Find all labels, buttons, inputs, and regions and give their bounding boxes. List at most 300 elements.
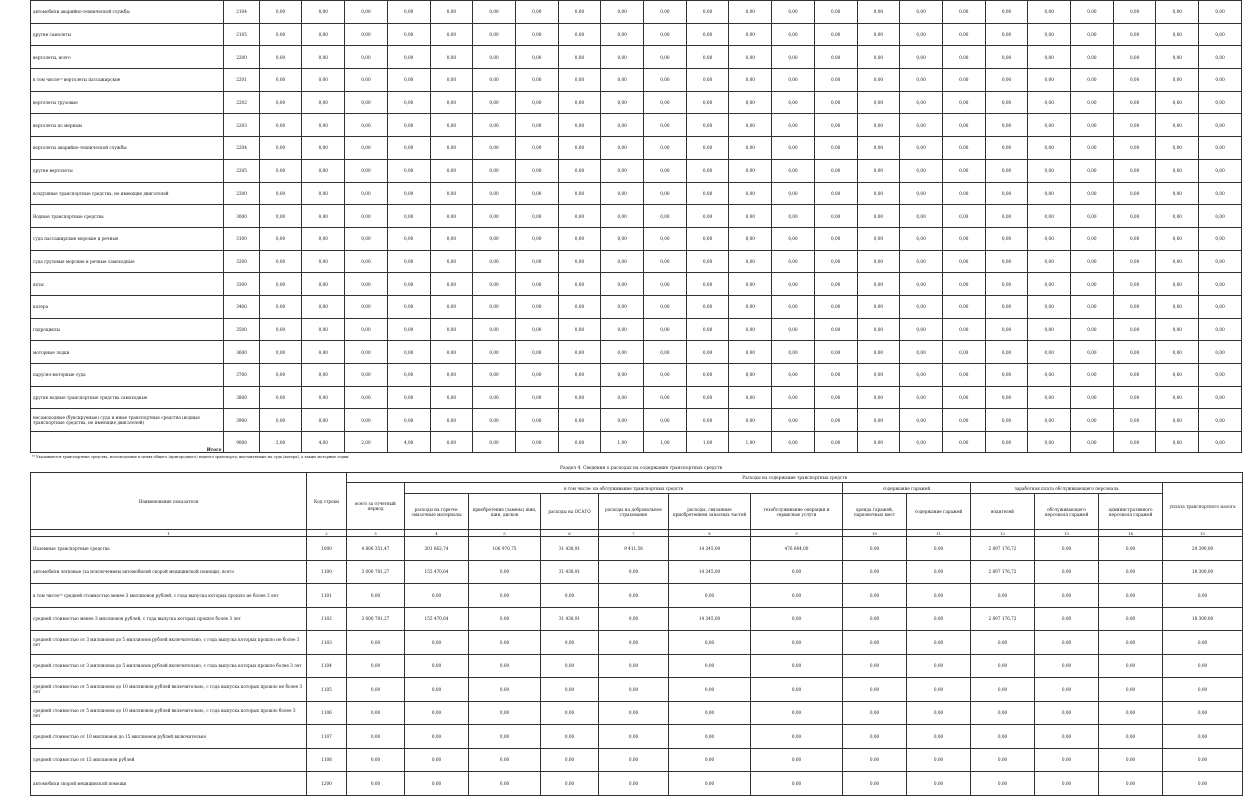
value-cell: 0,00 [942,159,985,182]
value-cell: 0,00 [1199,273,1242,296]
value-cell: 0,00 [387,159,430,182]
value-cell: 0,00 [644,159,687,182]
value-cell: 0,00 [985,386,1028,409]
value-cell: 0,00 [686,386,729,409]
row-code: 1100 [307,560,347,584]
row-code: 3000 [224,205,259,228]
table-row [31,250,1242,273]
value-cell: 0,00 [857,114,900,137]
value-cell: 0,00 [772,318,815,341]
value-cell: 0,00 [907,725,971,749]
table-row [31,701,1243,725]
value-cell: 31 438,91 [541,537,599,561]
value-cell: 0,00 [686,205,729,228]
row-code: 1200 [307,772,347,796]
value-cell: 0,00 [857,318,900,341]
value-cell: 0,00 [1156,364,1199,387]
value-cell: 0,00 [686,23,729,46]
subheader-cell: расходы, связанные приобретением запасных частей [669,494,751,530]
value-cell: 0,00 [345,273,388,296]
value-cell: 0,00 [1199,318,1242,341]
value-cell: 0,00 [558,295,601,318]
value-cell: 0,00 [1028,23,1071,46]
value-cell: 0,00 [1071,23,1114,46]
value-cell: 0,00 [907,748,971,772]
value-cell: 0,00 [772,182,815,205]
value-cell: 0,00 [907,654,971,678]
value-cell: 0,00 [1028,273,1071,296]
value-cell: 0,00 [1199,182,1242,205]
value-cell: 0,00 [259,1,302,24]
value-cell: 0,00 [1163,678,1243,702]
value-cell: 0,00 [644,409,687,432]
value-cell: 0,00 [985,318,1028,341]
value-cell: 0,00 [1028,91,1071,114]
table-row [31,341,1242,364]
value-cell: 0,00 [387,205,430,228]
value-cell: 0,00 [430,295,473,318]
total-value: 2,00 [345,432,388,453]
value-cell: 0,00 [907,584,971,608]
value-cell: 0,00 [644,227,687,250]
value-cell: 0,00 [907,537,971,561]
value-cell: 0,00 [900,409,943,432]
total-value: 4,00 [302,432,345,453]
value-cell: 0,00 [345,205,388,228]
value-cell: 0,00 [772,341,815,364]
value-cell: 0,00 [515,227,558,250]
value-cell: 0,00 [515,295,558,318]
value-cell: 0,00 [430,69,473,92]
value-cell: 0,00 [686,295,729,318]
value-cell: 0,00 [1199,364,1242,387]
total-value: 4,00 [387,432,430,453]
value-cell: 0,00 [814,341,857,364]
total-value: 0,00 [1199,432,1242,453]
vehicles-count-table [30,0,1242,453]
value-cell: 0,00 [558,341,601,364]
value-cell: 0,00 [259,386,302,409]
value-cell: 0,00 [857,69,900,92]
value-cell: 0,00 [1199,46,1242,69]
value-cell: 0,00 [1071,205,1114,228]
value-cell: 0,00 [1199,1,1242,24]
value-cell: 0,00 [1071,386,1114,409]
total-value: 1,00 [686,432,729,453]
value-cell: 0,00 [558,1,601,24]
value-cell: 0,00 [1156,318,1199,341]
value-cell: 0,00 [473,69,516,92]
value-cell: 0,00 [1028,137,1071,160]
table-row [31,537,1243,561]
value-cell: 0,00 [259,273,302,296]
table-row [31,318,1242,341]
value-cell: 0,00 [900,295,943,318]
subheader-cell: обслуживающего персонала гаражей [1035,494,1099,530]
value-cell: 0,00 [942,91,985,114]
value-cell: 0,00 [599,654,669,678]
value-cell: 0,00 [1028,409,1071,432]
row-code: 3100 [224,227,259,250]
value-cell: 0,00 [515,409,558,432]
table-row [31,560,1243,584]
value-cell: 0,00 [1163,701,1243,725]
value-cell: 0,00 [599,631,669,655]
value-cell: 0,00 [1113,1,1156,24]
row-code: 3500 [224,318,259,341]
value-cell: 0,00 [669,772,751,796]
value-cell: 0,00 [387,409,430,432]
value-cell: 0,00 [814,409,857,432]
table-row [31,114,1242,137]
value-cell: 0,00 [345,159,388,182]
value-cell: 0,00 [729,341,772,364]
value-cell: 31 438,91 [541,560,599,584]
value-cell: 0,00 [772,23,815,46]
value-cell: 0,00 [1156,91,1199,114]
value-cell: 0,00 [814,46,857,69]
value-cell: 0,00 [515,69,558,92]
table-row [31,772,1243,796]
value-cell: 0,00 [1113,227,1156,250]
column-number: 4 [405,530,469,537]
value-cell: 0,00 [1113,114,1156,137]
value-cell: 0,00 [686,69,729,92]
value-cell: 0,00 [515,23,558,46]
total-value: 1,00 [729,432,772,453]
value-cell: 0,00 [345,46,388,69]
value-cell: 0,00 [772,364,815,387]
header-incl: в том числе: [564,485,592,491]
column-number: 7 [599,530,669,537]
value-cell: 0,00 [907,678,971,702]
value-cell: 0,00 [541,678,599,702]
value-cell: 0,00 [347,631,405,655]
value-cell: 0,00 [1071,341,1114,364]
value-cell: 0,00 [599,725,669,749]
value-cell: 0,00 [971,584,1035,608]
table-row [31,1,1242,24]
value-cell: 0,00 [857,137,900,160]
value-cell: 0,00 [985,91,1028,114]
table-row [31,182,1242,205]
row-name: другие водные транспортные средства самоходные [31,386,224,409]
value-cell: 0,00 [259,364,302,387]
row-name: гидроциклы [31,318,224,341]
value-cell: 0,00 [601,273,644,296]
value-cell: 0,00 [669,584,751,608]
value-cell: 0,00 [772,114,815,137]
total-value: 0,00 [473,432,516,453]
header-code: Код строки [307,473,347,530]
total-value: 0,00 [814,432,857,453]
value-cell: 0,00 [729,273,772,296]
row-code: 1102 [307,607,347,631]
value-cell: 0,00 [302,318,345,341]
value-cell: 0,00 [644,23,687,46]
value-cell: 0,00 [857,159,900,182]
value-cell: 0,00 [515,386,558,409]
value-cell: 0,00 [907,701,971,725]
row-name: в том числе²⁸ средней стоимостью менее 3 миллионов рублей, с года выпуска которых прошло не более 3 лет [31,584,307,608]
value-cell: 2 897 176,72 [971,537,1035,561]
value-cell: 0,00 [857,273,900,296]
row-code: 1101 [307,584,347,608]
value-cell: 0,00 [347,678,405,702]
table-row [31,584,1243,608]
row-name: парусно-моторные суда [31,364,224,387]
value-cell: 0,00 [644,1,687,24]
value-cell: 0,00 [942,1,985,24]
value-cell: 0,00 [686,273,729,296]
value-cell: 0,00 [430,409,473,432]
value-cell: 0,00 [430,364,473,387]
value-cell: 0,00 [259,205,302,228]
subheader-cell: техобслуживание операции и сервисные услуги [751,494,843,530]
value-cell: 0,00 [430,227,473,250]
row-code: 2201 [224,69,259,92]
value-cell: 0,00 [601,341,644,364]
value-cell: 0,00 [387,1,430,24]
value-cell: 0,00 [1099,654,1163,678]
value-cell: 0,00 [857,46,900,69]
value-cell: 0,00 [985,23,1028,46]
value-cell: 0,00 [1035,560,1099,584]
column-number: 13 [1035,530,1099,537]
value-cell: 0,00 [772,159,815,182]
value-cell: 0,00 [302,114,345,137]
value-cell: 0,00 [259,182,302,205]
value-cell: 0,00 [558,46,601,69]
value-cell: 0,00 [345,91,388,114]
value-cell: 0,00 [1163,631,1243,655]
row-name: средней стоимостью от 3 миллионов до 5 миллионов рублей включительно, с года выпуска которых прошло более 3 лет [31,654,307,678]
value-cell: 0,00 [814,205,857,228]
value-cell: 0,00 [1071,295,1114,318]
total-value: 0,00 [1113,432,1156,453]
value-cell: 0,00 [857,182,900,205]
value-cell: 0,00 [430,137,473,160]
value-cell: 0,00 [1028,182,1071,205]
value-cell: 0,00 [1113,137,1156,160]
value-cell: 0,00 [405,748,469,772]
column-number: 11 [907,530,971,537]
value-cell: 0,00 [1163,725,1243,749]
value-cell: 0,00 [430,250,473,273]
value-cell: 0,00 [1156,205,1199,228]
column-number: 15 [1163,530,1243,537]
row-name: автомобили скорой медицинской помощи [31,772,307,796]
subheader-cell: расходы на добровольное страхование [599,494,669,530]
value-cell: 0,00 [515,205,558,228]
value-cell: 0,00 [1113,295,1156,318]
value-cell: 0,00 [469,560,541,584]
value-cell: 0,00 [985,409,1028,432]
value-cell: 0,00 [405,631,469,655]
value-cell: 14 345,00 [669,607,751,631]
value-cell: 0,00 [345,250,388,273]
value-cell: 0,00 [985,295,1028,318]
value-cell: 0,00 [843,725,907,749]
table-row [31,631,1243,655]
value-cell: 0,00 [971,725,1035,749]
table-row [31,69,1242,92]
row-code: 1105 [307,678,347,702]
value-cell: 0,00 [599,607,669,631]
row-code: 1103 [307,631,347,655]
value-cell: 0,00 [942,227,985,250]
value-cell: 0,00 [1156,341,1199,364]
table-row [31,654,1243,678]
value-cell: 0,00 [515,1,558,24]
value-cell: 0,00 [1113,318,1156,341]
table-row [31,227,1242,250]
value-cell: 0,00 [558,23,601,46]
value-cell: 0,00 [405,701,469,725]
value-cell: 0,00 [900,23,943,46]
value-cell: 0,00 [473,1,516,24]
value-cell: 0,00 [345,295,388,318]
header-garages: содержание гаражей [843,483,971,494]
value-cell: 0,00 [558,386,601,409]
value-cell: 0,00 [387,295,430,318]
value-cell: 0,00 [259,250,302,273]
value-cell: 0,00 [601,159,644,182]
value-cell: 0,00 [1071,91,1114,114]
value-cell: 0,00 [259,295,302,318]
value-cell: 0,00 [1199,409,1242,432]
subheader-cell: расходы на ОСАГО [541,494,599,530]
value-cell: 0,00 [405,678,469,702]
table-row [31,205,1242,228]
value-cell: 0,00 [473,46,516,69]
row-code: 1106 [307,701,347,725]
table-row [31,386,1242,409]
value-cell: 0,00 [857,1,900,24]
value-cell: 0,00 [541,654,599,678]
row-name: средней стоимостью менее 3 миллионов рублей, с года выпуска которых прошло более 3 лет [31,607,307,631]
row-code: 3200 [224,250,259,273]
value-cell: 0,00 [900,318,943,341]
value-cell: 0,00 [515,364,558,387]
value-cell: 0,00 [1028,114,1071,137]
subheader-cell: расходы на горюче-смазочные материалы [405,494,469,530]
value-cell: 0,00 [347,725,405,749]
value-cell: 0,00 [843,748,907,772]
value-cell: 0,00 [843,678,907,702]
value-cell: 0,00 [843,584,907,608]
value-cell: 0,00 [302,159,345,182]
value-cell: 0,00 [259,114,302,137]
section-title: Раздел 4. Сведения о расходах на содержание транспортных средств [560,466,722,471]
total-value: 0,00 [430,432,473,453]
subheader-cell: административного персонала гаражей [1099,494,1163,530]
row-name: несамоходные (буксируемые) суда и иные транспортные средства (водные транспортные средства, не имеющие двигателей) [31,409,224,432]
value-cell: 0,00 [405,654,469,678]
value-cell: 3 000 781,27 [347,560,405,584]
value-cell: 0,00 [601,1,644,24]
value-cell: 0,00 [469,631,541,655]
value-cell: 0,00 [302,69,345,92]
value-cell: 0,00 [601,205,644,228]
subheader-cell: водителей [971,494,1035,530]
value-cell: 0,00 [387,386,430,409]
value-cell: 0,00 [985,205,1028,228]
value-cell: 0,00 [1099,584,1163,608]
expenses-table [30,472,1243,796]
value-cell: 0,00 [814,250,857,273]
value-cell: 0,00 [857,23,900,46]
value-cell: 0,00 [302,273,345,296]
value-cell: 0,00 [558,250,601,273]
value-cell: 0,00 [1163,772,1243,796]
total-value: 0,00 [857,432,900,453]
value-cell: 0,00 [814,91,857,114]
value-cell: 0,00 [387,69,430,92]
value-cell: 0,00 [1028,386,1071,409]
value-cell: 0,00 [686,114,729,137]
value-cell: 0,00 [302,205,345,228]
value-cell: 0,00 [302,295,345,318]
value-cell: 0,00 [601,364,644,387]
value-cell: 0,00 [558,114,601,137]
value-cell: 0,00 [729,69,772,92]
table-row [31,295,1242,318]
value-cell: 0,00 [729,227,772,250]
value-cell: 0,00 [729,295,772,318]
value-cell: 0,00 [1035,631,1099,655]
value-cell: 0,00 [971,701,1035,725]
value-cell: 0,00 [644,46,687,69]
value-cell: 0,00 [985,159,1028,182]
value-cell: 0,00 [900,182,943,205]
value-cell: 0,00 [814,364,857,387]
value-cell: 0,00 [1099,772,1163,796]
value-cell: 0,00 [302,227,345,250]
value-cell: 0,00 [772,227,815,250]
column-number: 6 [541,530,599,537]
value-cell: 0,00 [814,159,857,182]
value-cell: 0,00 [347,772,405,796]
total-value: 0,00 [772,432,815,453]
value-cell: 0,00 [1099,537,1163,561]
total-value: 0,00 [1156,432,1199,453]
value-cell: 0,00 [259,91,302,114]
value-cell: 0,00 [599,748,669,772]
value-cell: 0,00 [1113,409,1156,432]
value-cell: 0,00 [1199,386,1242,409]
value-cell: 0,00 [857,409,900,432]
value-cell: 0,00 [1156,182,1199,205]
value-cell: 0,00 [729,409,772,432]
value-cell: 0,00 [644,69,687,92]
value-cell: 0,00 [985,137,1028,160]
value-cell: 0,00 [601,386,644,409]
subheader-cell: приобретение (замена) шин, шин, дисков [469,494,541,530]
column-number: 1 [31,530,307,537]
column-number: 3 [347,530,405,537]
value-cell: 0,00 [900,250,943,273]
value-cell: 0,00 [900,364,943,387]
value-cell: 0,00 [843,631,907,655]
value-cell: 0,00 [985,250,1028,273]
value-cell: 0,00 [1156,227,1199,250]
total-value: 2,00 [259,432,302,453]
value-cell: 0,00 [1156,250,1199,273]
value-cell: 0,00 [541,584,599,608]
value-cell: 0,00 [601,46,644,69]
value-cell: 0,00 [942,273,985,296]
